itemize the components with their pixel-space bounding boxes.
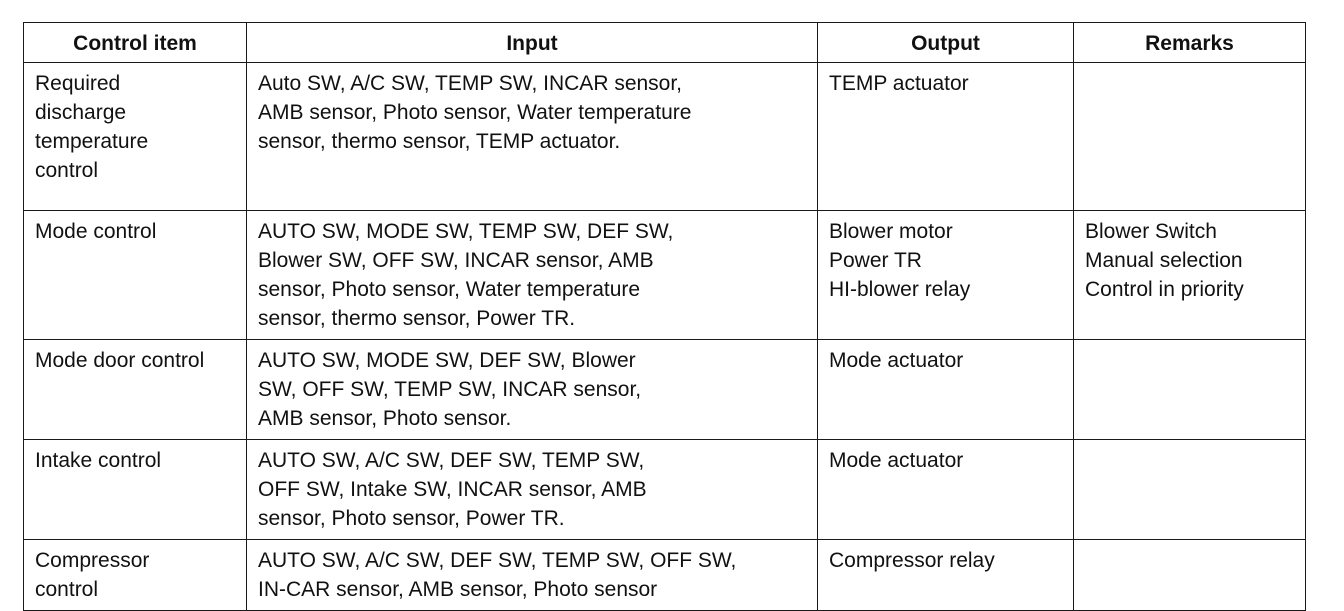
header-input: Input — [247, 23, 818, 63]
cell-output: Compressor relay — [818, 540, 1074, 611]
cell-output: TEMP actuator — [818, 63, 1074, 211]
header-control-item: Control item — [24, 23, 247, 63]
cell-remarks — [1074, 340, 1306, 440]
table-row — [24, 440, 1306, 540]
cell-input: AUTO SW, MODE SW, TEMP SW, DEF SW, Blower SW, OFF SW, INCAR sensor, AMB sensor, Photo sensor, Water temperature sensor, thermo sensor, Power TR. — [247, 211, 818, 340]
control-spec-table — [23, 22, 1306, 611]
cell-control-item: Mode control — [24, 211, 247, 340]
cell-input: AUTO SW, MODE SW, DEF SW, Blower SW, OFF SW, TEMP SW, INCAR sensor, AMB sensor, Photo sensor. — [247, 340, 818, 440]
cell-control-item: Intake control — [24, 440, 247, 540]
cell-input: AUTO SW, A/C SW, DEF SW, TEMP SW, OFF SW, IN-CAR sensor, AMB sensor, Photo sensor — [247, 540, 818, 611]
cell-remarks — [1074, 440, 1306, 540]
cell-control-item: Mode door control — [24, 340, 247, 440]
table-header-row — [24, 23, 1306, 63]
table-row — [24, 540, 1306, 611]
cell-remarks: Blower Switch Manual selection Control in priority — [1074, 211, 1306, 340]
cell-output: Mode actuator — [818, 340, 1074, 440]
cell-input: Auto SW, A/C SW, TEMP SW, INCAR sensor, AMB sensor, Photo sensor, Water temperature sensor, thermo sensor, TEMP actuator. — [247, 63, 818, 211]
cell-output: Mode actuator — [818, 440, 1074, 540]
header-output: Output — [818, 23, 1074, 63]
table-row — [24, 211, 1306, 340]
cell-control-item: Required discharge temperature control — [24, 63, 247, 211]
cell-remarks — [1074, 63, 1306, 211]
cell-remarks — [1074, 540, 1306, 611]
table-row — [24, 340, 1306, 440]
table-row — [24, 63, 1306, 211]
header-remarks: Remarks — [1074, 23, 1306, 63]
cell-input: AUTO SW, A/C SW, DEF SW, TEMP SW, OFF SW, Intake SW, INCAR sensor, AMB sensor, Photo sensor, Power TR. — [247, 440, 818, 540]
cell-output: Blower motor Power TR HI-blower relay — [818, 211, 1074, 340]
cell-control-item: Compressor control — [24, 540, 247, 611]
